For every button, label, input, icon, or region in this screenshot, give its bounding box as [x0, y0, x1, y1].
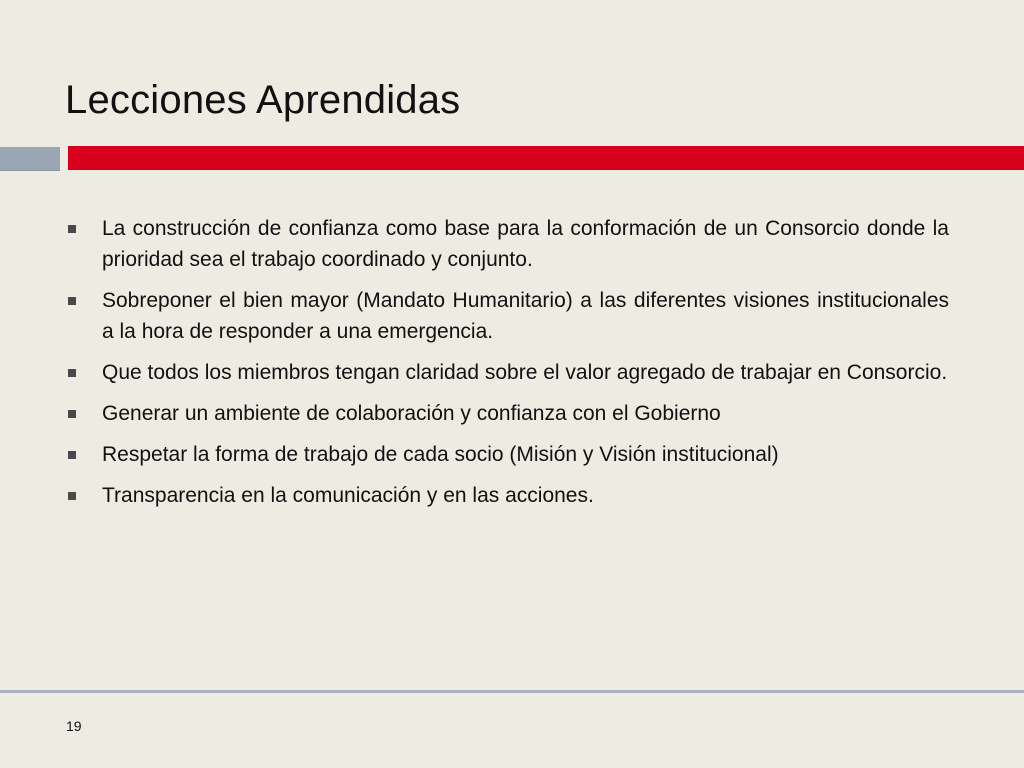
bullet-text: La construcción de confianza como base para la conformación de un Consorcio donde la prioridad sea el trabajo coordinado y conjunto.	[102, 217, 949, 271]
footer-rule	[0, 690, 1024, 693]
bullet-text: Respetar la forma de trabajo de cada socio (Misión y Visión institucional)	[102, 443, 779, 466]
bullet-item	[65, 213, 949, 275]
slide-title: Lecciones Aprendidas	[65, 78, 461, 122]
square-bullet-icon	[68, 369, 76, 377]
square-bullet-icon	[68, 297, 76, 305]
bullet-text: Transparencia en la comunicación y en las acciones.	[102, 484, 594, 507]
page-number: 19	[66, 718, 82, 734]
square-bullet-icon	[68, 451, 76, 459]
bullet-item	[65, 357, 949, 388]
bullet-item	[65, 439, 949, 470]
square-bullet-icon	[68, 492, 76, 500]
bullet-text: Generar un ambiente de colaboración y confianza con el Gobierno	[102, 402, 721, 425]
bullet-item	[65, 398, 949, 429]
title-accent-bar-red	[68, 146, 1024, 170]
title-accent-bar-blue	[0, 147, 60, 171]
bullet-item	[65, 285, 949, 347]
bullet-text: Sobreponer el bien mayor (Mandato Humanitario) a las diferentes visiones institucionales a la hora de responder a una emergencia.	[102, 289, 949, 343]
bullet-item	[65, 480, 949, 511]
bullet-list	[65, 213, 949, 521]
square-bullet-icon	[68, 410, 76, 418]
square-bullet-icon	[68, 225, 76, 233]
bullet-text: Que todos los miembros tengan claridad sobre el valor agregado de trabajar en Consorcio.	[102, 361, 948, 384]
